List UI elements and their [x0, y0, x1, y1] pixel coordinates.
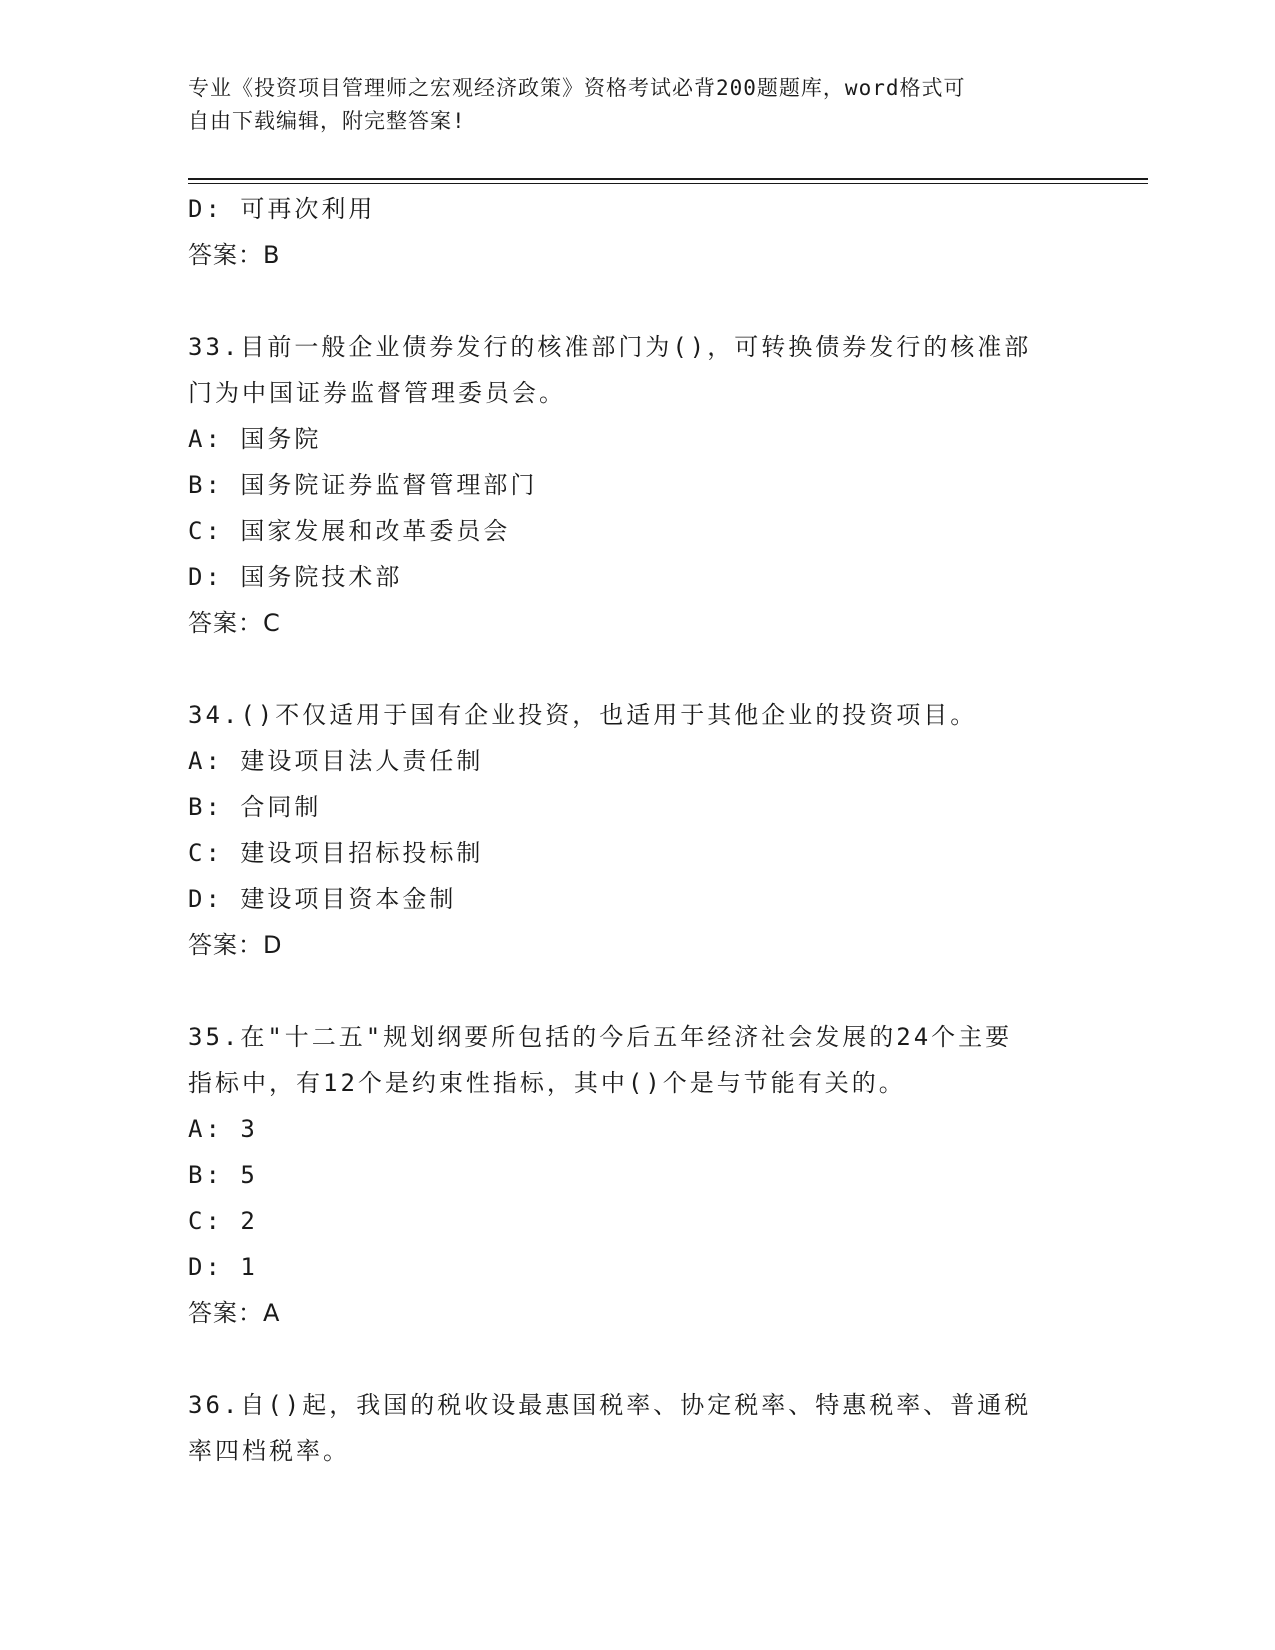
option-a: A: 建设项目法人责任制 [188, 747, 484, 775]
question-34 [188, 692, 1088, 968]
option-c: C: 2 [188, 1207, 258, 1235]
question-text: 36.自()起，我国的税收设最惠国税率、协定税率、特惠税率、普通税 [188, 1391, 1032, 1419]
question-spacer [188, 1336, 1088, 1382]
option-c: C: 建设项目招标投标制 [188, 839, 484, 867]
question-text: 指标中，有12个是约束性指标，其中()个是与节能有关的。 [188, 1069, 906, 1097]
option-d: D: 可再次利用 [188, 195, 376, 223]
document-body [188, 186, 1088, 1474]
option-d: D: 建设项目资本金制 [188, 885, 457, 913]
option-d: D: 国务院技术部 [188, 563, 403, 591]
question-spacer [188, 646, 1088, 692]
question-text: 33.目前一般企业债券发行的核准部门为()，可转换债券发行的核准部 [188, 333, 1032, 361]
answer-line: 答案：B [188, 241, 281, 269]
question-text: 率四档税率。 [188, 1437, 350, 1465]
question-text: 门为中国证券监督管理委员会。 [188, 379, 566, 407]
answer-line: 答案：A [188, 1299, 281, 1327]
answer-line: 答案：C [188, 609, 281, 637]
question-text: 34.()不仅适用于国有企业投资，也适用于其他企业的投资项目。 [188, 701, 978, 729]
option-c: C: 国家发展和改革委员会 [188, 517, 511, 545]
question-33 [188, 324, 1088, 646]
document-page [188, 0, 1148, 1650]
option-b: B: 合同制 [188, 793, 322, 821]
option-d: D: 1 [188, 1253, 258, 1281]
option-b: B: 5 [188, 1161, 258, 1189]
question-36 [188, 1382, 1088, 1474]
page-header [188, 72, 1068, 138]
header-rule-thin [188, 183, 1148, 184]
answer-line: 答案：D [188, 931, 283, 959]
question-spacer [188, 278, 1088, 324]
question-text: 35.在"十二五"规划纲要所包括的今后五年经济社会发展的24个主要 [188, 1023, 1013, 1051]
question-35 [188, 1014, 1088, 1336]
option-b: B: 国务院证券监督管理部门 [188, 471, 538, 499]
question-spacer [188, 968, 1088, 1014]
option-a: A: 国务院 [188, 425, 322, 453]
header-line-2: 自由下载编辑，附完整答案! [188, 109, 466, 133]
header-line-1: 专业《投资项目管理师之宏观经济政策》资格考试必背200题题库，word格式可 [188, 76, 966, 100]
header-rule-thick [188, 178, 1148, 180]
option-a: A: 3 [188, 1115, 258, 1143]
